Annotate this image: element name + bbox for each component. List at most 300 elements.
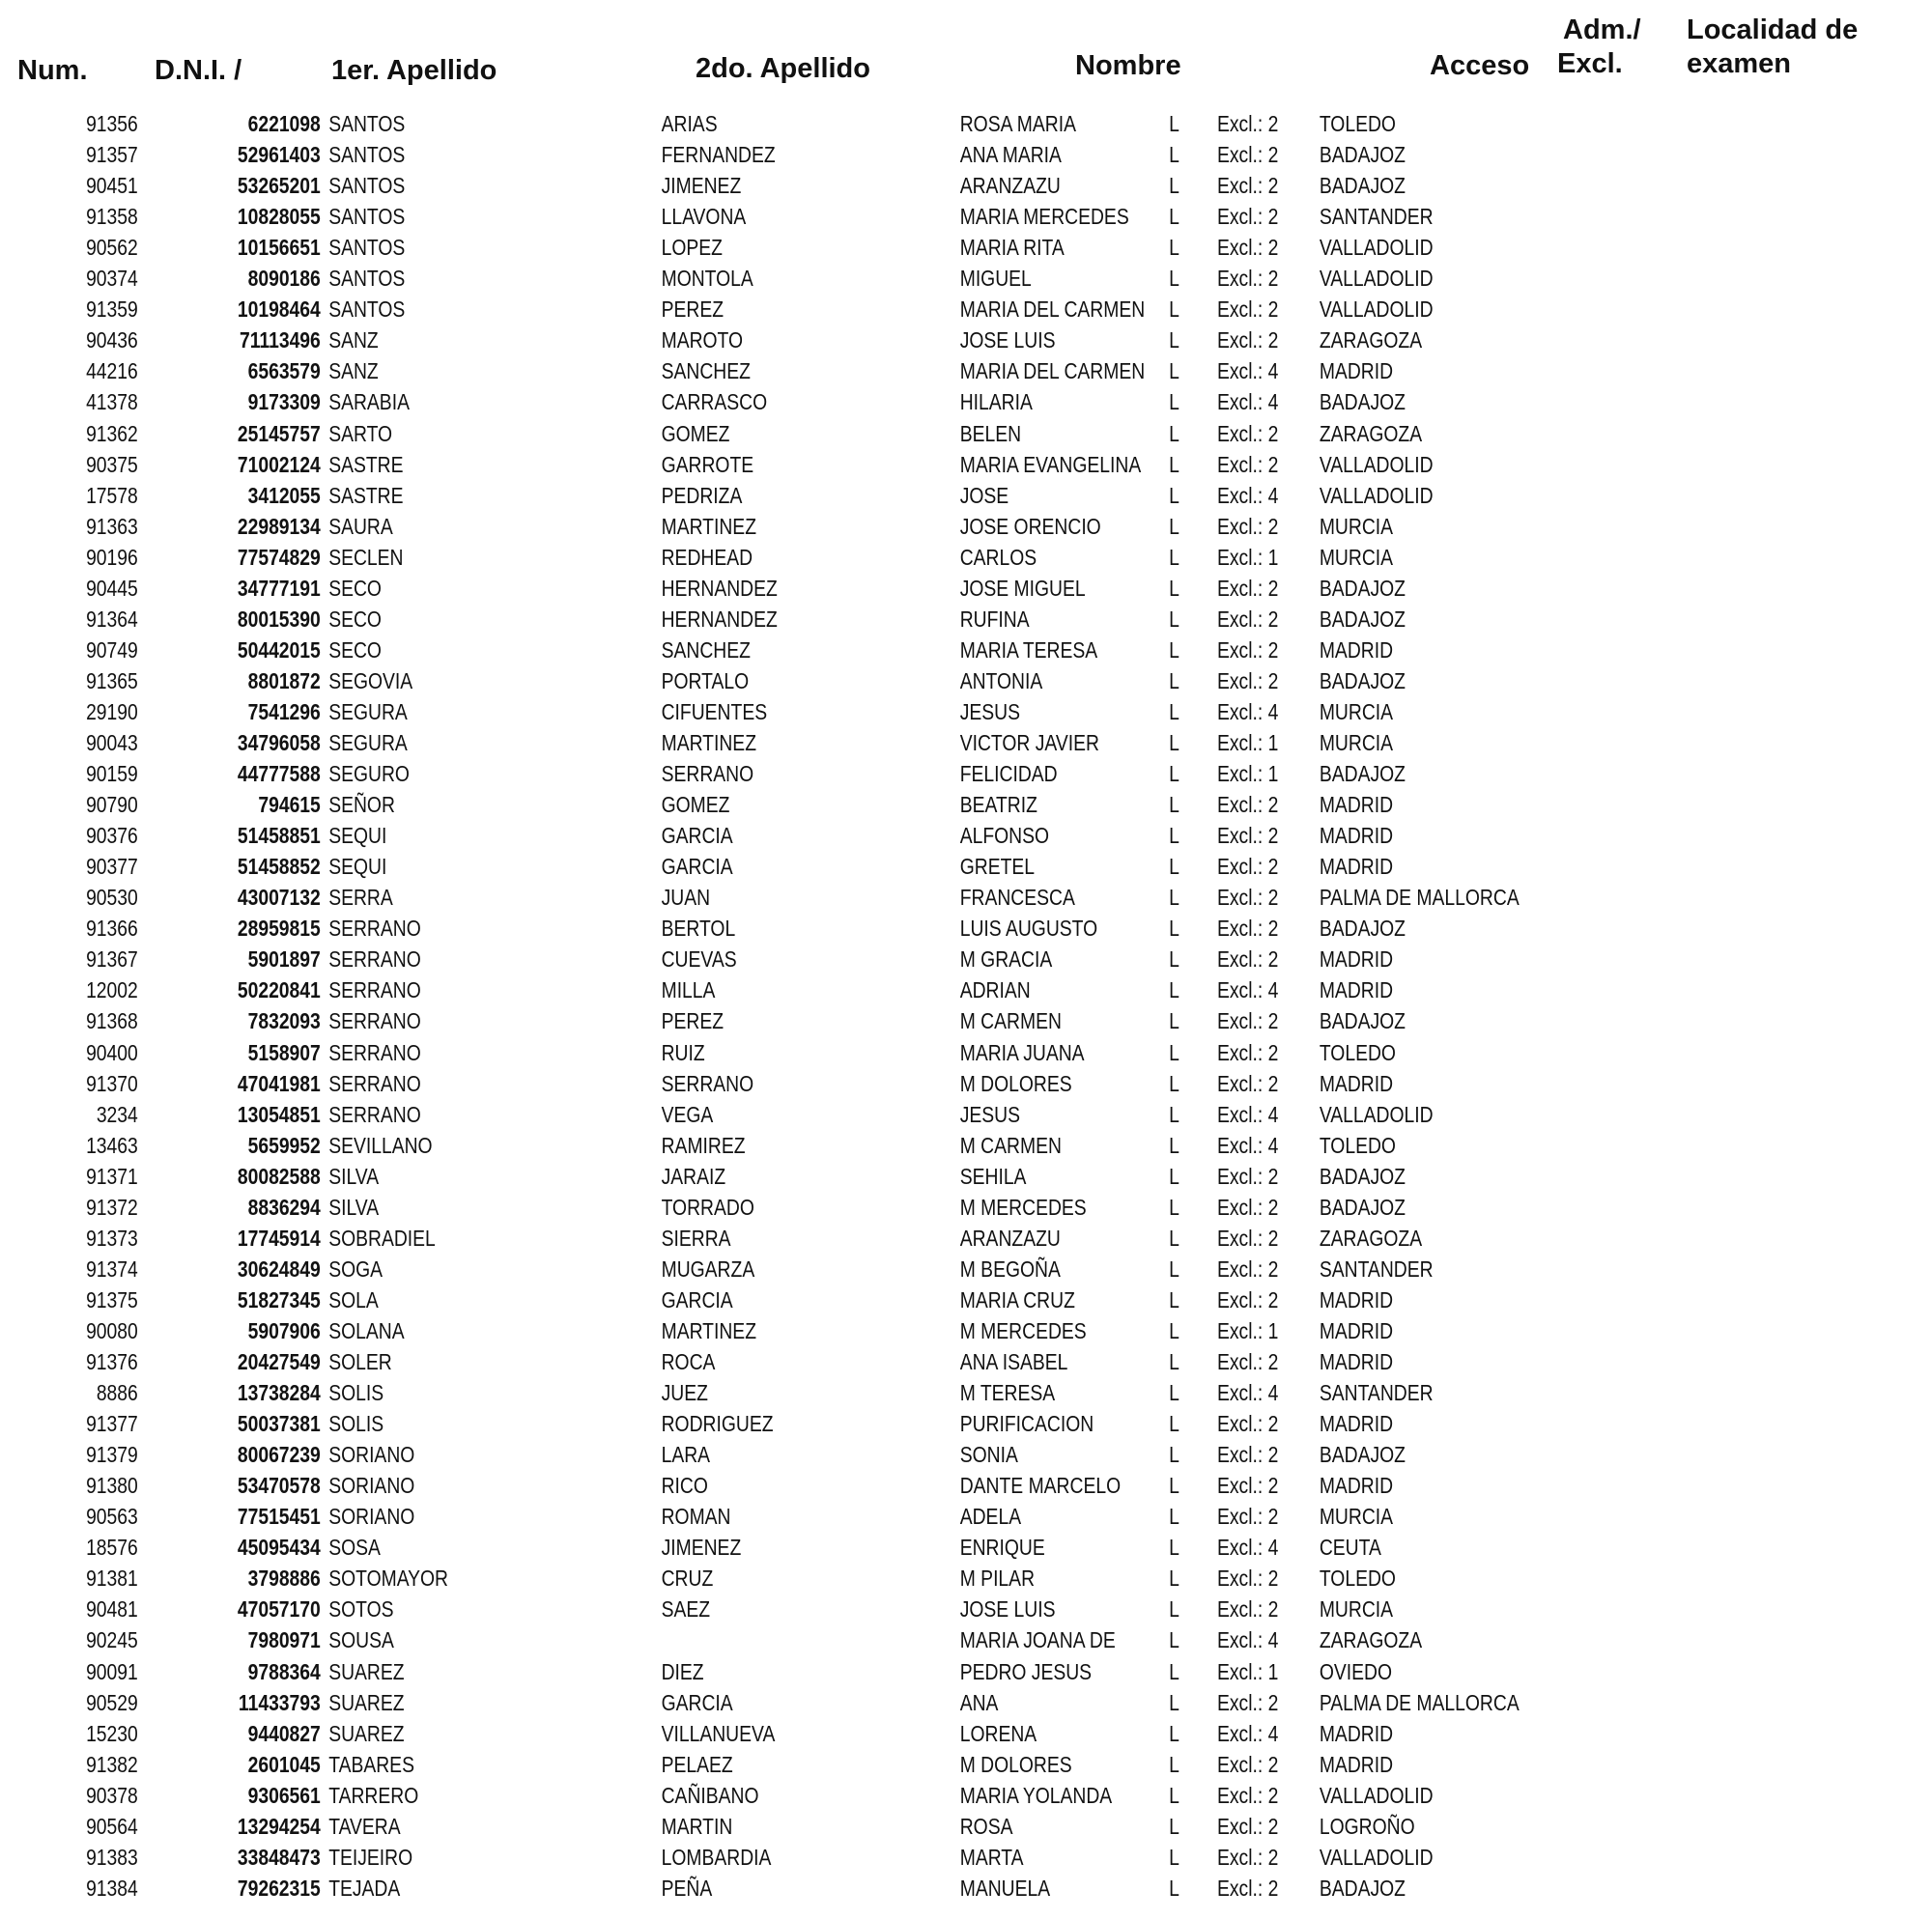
cell-apellido2: GOMEZ: [661, 420, 730, 446]
cell-adm-excl: Excl.: 2: [1217, 420, 1279, 446]
cell-nombre: GRETEL: [959, 854, 1036, 880]
cell-dni: 77515451: [237, 1504, 321, 1530]
cell-num: 90529: [86, 1689, 138, 1715]
cell-nombre: LORENA: [959, 1720, 1037, 1746]
cell-localidad: MADRID: [1319, 1473, 1394, 1499]
cell-localidad: MADRID: [1319, 823, 1394, 849]
table-row: [0, 789, 1623, 820]
cell-dni: 13294254: [237, 1813, 321, 1839]
cell-num: 91377: [86, 1411, 138, 1437]
cell-apellido2: JIMENEZ: [661, 173, 742, 199]
cell-apellido2: PEREZ: [661, 296, 724, 323]
cell-apellido1: SEGURA: [328, 730, 408, 755]
table-row: [0, 542, 1623, 573]
cell-nombre: PEDRO JESUS: [959, 1658, 1093, 1684]
cell-apellido2: BERTOL: [661, 916, 736, 942]
cell-num: 17578: [86, 482, 138, 508]
cell-adm-excl: Excl.: 2: [1217, 327, 1279, 353]
cell-acceso: L: [1169, 1411, 1179, 1437]
header-localidad-line2: examen: [1687, 48, 1792, 79]
cell-nombre: MARIA JOANA DE: [959, 1627, 1116, 1653]
cell-acceso: L: [1169, 1504, 1179, 1530]
cell-acceso: L: [1169, 730, 1179, 755]
cell-adm-excl: Excl.: 4: [1217, 1720, 1279, 1746]
cell-localidad: VALLADOLID: [1319, 482, 1434, 508]
cell-num: 15230: [86, 1720, 138, 1746]
cell-apellido2: HERNANDEZ: [661, 575, 778, 601]
table-row: [0, 1811, 1623, 1842]
cell-num: 90562: [86, 235, 138, 261]
cell-acceso: L: [1169, 389, 1179, 415]
cell-num: 91374: [86, 1256, 138, 1282]
cell-dni: 50442015: [237, 636, 321, 663]
cell-num: 90445: [86, 575, 138, 601]
cell-apellido1: SOTOS: [328, 1596, 394, 1623]
cell-localidad: SANTANDER: [1319, 1380, 1434, 1405]
cell-apellido2: DIEZ: [661, 1658, 704, 1684]
cell-apellido1: SECLEN: [328, 544, 404, 570]
cell-nombre: SONIA: [959, 1442, 1018, 1468]
table-row: [0, 449, 1623, 480]
cell-acceso: L: [1169, 606, 1179, 632]
cell-num: 90091: [86, 1658, 138, 1684]
cell-apellido1: SILVA: [328, 1163, 380, 1189]
table-row: [0, 1718, 1623, 1749]
cell-dni: 13738284: [237, 1380, 321, 1405]
cell-adm-excl: Excl.: 2: [1217, 1596, 1279, 1623]
cell-nombre: HILARIA: [959, 389, 1033, 415]
table-row: [0, 1594, 1623, 1624]
header-acceso: Acceso: [1430, 50, 1530, 81]
cell-apellido2: SIERRA: [661, 1225, 731, 1251]
cell-num: 90481: [86, 1596, 138, 1623]
cell-adm-excl: Excl.: 2: [1217, 606, 1279, 632]
cell-num: 90377: [86, 854, 138, 880]
cell-acceso: L: [1169, 1039, 1179, 1065]
cell-apellido1: TAVERA: [328, 1813, 401, 1839]
cell-apellido1: SEÑOR: [328, 792, 395, 818]
cell-nombre: M GRACIA: [959, 946, 1053, 973]
cell-dni: 3798886: [247, 1566, 321, 1592]
cell-num: 18576: [86, 1535, 138, 1561]
cell-adm-excl: Excl.: 1: [1217, 544, 1279, 570]
cell-apellido1: SILVA: [328, 1194, 380, 1220]
cell-apellido1: TEJADA: [328, 1875, 401, 1901]
cell-dni: 20427549: [237, 1349, 321, 1374]
cell-localidad: BADAJOZ: [1319, 606, 1406, 632]
cell-nombre: BEATRIZ: [959, 792, 1037, 818]
cell-apellido1: SEGURA: [328, 698, 408, 724]
table-row: [0, 1130, 1623, 1161]
cell-localidad: MADRID: [1319, 1751, 1394, 1777]
cell-nombre: M MERCEDES: [959, 1194, 1087, 1220]
cell-apellido2: GARCIA: [661, 1689, 733, 1715]
cell-acceso: L: [1169, 854, 1179, 880]
cell-localidad: MADRID: [1319, 1286, 1394, 1312]
cell-apellido2: MARTIN: [661, 1813, 733, 1839]
cell-apellido1: SECO: [328, 606, 382, 632]
cell-nombre: JOSE: [959, 482, 1009, 508]
cell-localidad: MURCIA: [1319, 544, 1394, 570]
cell-nombre: M DOLORES: [959, 1751, 1072, 1777]
cell-adm-excl: Excl.: 2: [1217, 1225, 1279, 1251]
cell-dni: 9306561: [247, 1782, 321, 1808]
cell-apellido1: SOBRADIEL: [328, 1225, 436, 1251]
cell-num: 91372: [86, 1194, 138, 1220]
cell-nombre: MARIA CRUZ: [959, 1286, 1075, 1312]
cell-adm-excl: Excl.: 2: [1217, 1473, 1279, 1499]
cell-acceso: L: [1169, 575, 1179, 601]
cell-adm-excl: Excl.: 2: [1217, 1782, 1279, 1808]
cell-apellido1: TARRERO: [328, 1782, 419, 1808]
cell-dni: 53265201: [237, 173, 321, 199]
cell-apellido1: SOUSA: [328, 1627, 394, 1653]
cell-adm-excl: Excl.: 2: [1217, 885, 1279, 911]
cell-dni: 9788364: [247, 1658, 321, 1684]
cell-apellido1: SEQUI: [328, 854, 387, 880]
cell-apellido2: ROCA: [661, 1349, 716, 1374]
table-row: [0, 263, 1623, 294]
cell-localidad: OVIEDO: [1319, 1658, 1392, 1684]
cell-adm-excl: Excl.: 2: [1217, 946, 1279, 973]
cell-num: 91375: [86, 1286, 138, 1312]
cell-num: 90564: [86, 1813, 138, 1839]
cell-adm-excl: Excl.: 4: [1217, 977, 1279, 1003]
cell-nombre: ANA: [959, 1689, 999, 1715]
table-row: [0, 665, 1623, 696]
cell-apellido1: SASTRE: [328, 451, 404, 477]
cell-apellido1: SASTRE: [328, 482, 404, 508]
cell-apellido1: SERRANO: [328, 1039, 421, 1065]
cell-acceso: L: [1169, 667, 1179, 693]
cell-localidad: MURCIA: [1319, 698, 1394, 724]
cell-dni: 47041981: [237, 1070, 321, 1096]
cell-nombre: ARANZAZU: [959, 173, 1061, 199]
cell-num: 91357: [86, 142, 138, 168]
cell-dni: 10198464: [237, 296, 321, 323]
cell-apellido2: RUIZ: [661, 1039, 705, 1065]
cell-apellido2: ARIAS: [661, 111, 718, 136]
table-row: [0, 1624, 1623, 1655]
cell-apellido1: SEQUI: [328, 823, 387, 849]
cell-apellido2: GARCIA: [661, 1286, 733, 1312]
table-row: [0, 758, 1623, 789]
cell-apellido1: SOTOMAYOR: [328, 1566, 449, 1592]
cell-nombre: MARIA DEL CARMEN: [959, 358, 1146, 384]
cell-acceso: L: [1169, 451, 1179, 477]
cell-nombre: ADELA: [959, 1504, 1022, 1530]
cell-dni: 7832093: [247, 1008, 321, 1034]
table-row: [0, 170, 1623, 201]
table-row: [0, 294, 1623, 325]
cell-apellido1: SANTOS: [328, 204, 406, 230]
cell-apellido2: ROMAN: [661, 1504, 731, 1530]
cell-apellido2: CRUZ: [661, 1566, 714, 1592]
cell-localidad: MADRID: [1319, 358, 1394, 384]
cell-dni: 9440827: [247, 1720, 321, 1746]
cell-apellido1: SOLIS: [328, 1380, 384, 1405]
cell-adm-excl: Excl.: 4: [1217, 1101, 1279, 1127]
cell-num: 90749: [86, 636, 138, 663]
cell-acceso: L: [1169, 1286, 1179, 1312]
cell-apellido1: SANZ: [328, 327, 379, 353]
cell-nombre: MANUELA: [959, 1875, 1051, 1901]
cell-localidad: SANTANDER: [1319, 1256, 1434, 1282]
cell-acceso: L: [1169, 420, 1179, 446]
cell-dni: 28959815: [237, 916, 321, 942]
cell-dni: 52961403: [237, 142, 321, 168]
cell-acceso: L: [1169, 1317, 1179, 1343]
header-nombre: Nombre: [1075, 50, 1181, 81]
cell-acceso: L: [1169, 1225, 1179, 1251]
cell-localidad: TOLEDO: [1319, 111, 1396, 136]
cell-localidad: MADRID: [1319, 1411, 1394, 1437]
cell-acceso: L: [1169, 1349, 1179, 1374]
cell-adm-excl: Excl.: 2: [1217, 1844, 1279, 1870]
cell-num: 91366: [86, 916, 138, 942]
cell-num: 91358: [86, 204, 138, 230]
cell-apellido2: JARAIZ: [661, 1163, 726, 1189]
cell-adm-excl: Excl.: 2: [1217, 235, 1279, 261]
cell-acceso: L: [1169, 1132, 1179, 1158]
cell-adm-excl: Excl.: 2: [1217, 1349, 1279, 1374]
cell-apellido2: REDHEAD: [661, 544, 753, 570]
cell-localidad: MADRID: [1319, 792, 1394, 818]
cell-nombre: JOSE MIGUEL: [959, 575, 1086, 601]
cell-localidad: ZARAGOZA: [1319, 327, 1423, 353]
cell-apellido1: SUAREZ: [328, 1658, 405, 1684]
cell-num: 91376: [86, 1349, 138, 1374]
cell-acceso: L: [1169, 916, 1179, 942]
cell-localidad: MADRID: [1319, 946, 1394, 973]
cell-apellido2: VEGA: [661, 1101, 714, 1127]
cell-acceso: L: [1169, 1163, 1179, 1189]
cell-adm-excl: Excl.: 2: [1217, 1751, 1279, 1777]
cell-acceso: L: [1169, 1380, 1179, 1405]
cell-num: 91373: [86, 1225, 138, 1251]
cell-num: 91384: [86, 1875, 138, 1901]
cell-apellido2: MUGARZA: [661, 1256, 755, 1282]
cell-apellido2: RODRIGUEZ: [661, 1411, 774, 1437]
cell-nombre: MARIA TERESA: [959, 636, 1098, 663]
cell-dni: 51827345: [237, 1286, 321, 1312]
cell-localidad: BADAJOZ: [1319, 389, 1406, 415]
cell-num: 91364: [86, 606, 138, 632]
cell-apellido1: SOLANA: [328, 1317, 405, 1343]
cell-acceso: L: [1169, 698, 1179, 724]
cell-adm-excl: Excl.: 2: [1217, 1504, 1279, 1530]
cell-num: 13463: [86, 1132, 138, 1158]
cell-localidad: MADRID: [1319, 1720, 1394, 1746]
table-row: [0, 1501, 1623, 1532]
cell-localidad: MADRID: [1319, 1317, 1394, 1343]
cell-adm-excl: Excl.: 2: [1217, 266, 1279, 292]
header-apellido2: 2do. Apellido: [696, 53, 870, 84]
table-row: [0, 1470, 1623, 1501]
cell-adm-excl: Excl.: 2: [1217, 792, 1279, 818]
cell-acceso: L: [1169, 1627, 1179, 1653]
cell-dni: 50220841: [237, 977, 321, 1003]
cell-apellido1: SORIANO: [328, 1504, 415, 1530]
cell-adm-excl: Excl.: 2: [1217, 111, 1279, 136]
table-row: [0, 1284, 1623, 1315]
cell-dni: 17745914: [237, 1225, 321, 1251]
cell-adm-excl: Excl.: 2: [1217, 854, 1279, 880]
cell-num: 91379: [86, 1442, 138, 1468]
table-row: [0, 851, 1623, 882]
table-row: [0, 1315, 1623, 1346]
cell-nombre: ARANZAZU: [959, 1225, 1061, 1251]
cell-adm-excl: Excl.: 2: [1217, 1256, 1279, 1282]
cell-dni: 25145757: [237, 420, 321, 446]
cell-localidad: VALLADOLID: [1319, 296, 1434, 323]
cell-dni: 9173309: [247, 389, 321, 415]
cell-adm-excl: Excl.: 1: [1217, 730, 1279, 755]
cell-acceso: L: [1169, 1720, 1179, 1746]
table-row: [0, 573, 1623, 604]
cell-dni: 10156651: [237, 235, 321, 261]
cell-apellido1: SAURA: [328, 513, 393, 539]
cell-acceso: L: [1169, 1194, 1179, 1220]
cell-apellido2: LLAVONA: [661, 204, 747, 230]
cell-dni: 71113496: [239, 327, 321, 353]
cell-apellido2: VILLANUEVA: [661, 1720, 776, 1746]
cell-num: 12002: [86, 977, 138, 1003]
cell-nombre: M PILAR: [959, 1566, 1036, 1592]
table-row: [0, 1377, 1623, 1408]
table-row: [0, 696, 1623, 727]
cell-apellido2: FERNANDEZ: [661, 142, 776, 168]
table-row: [0, 418, 1623, 449]
cell-acceso: L: [1169, 946, 1179, 973]
table-row: [0, 1254, 1623, 1284]
table-row: [0, 1161, 1623, 1192]
cell-apellido2: PEREZ: [661, 1008, 724, 1034]
cell-num: 91365: [86, 667, 138, 693]
cell-localidad: TOLEDO: [1319, 1039, 1396, 1065]
cell-num: 41378: [86, 389, 138, 415]
cell-nombre: M TERESA: [959, 1380, 1056, 1405]
cell-adm-excl: Excl.: 2: [1217, 1411, 1279, 1437]
cell-apellido2: LARA: [661, 1442, 711, 1468]
table-row: [0, 1408, 1623, 1439]
cell-localidad: BADAJOZ: [1319, 1008, 1406, 1034]
table-row: [0, 1346, 1623, 1377]
cell-acceso: L: [1169, 1256, 1179, 1282]
cell-apellido1: SANTOS: [328, 266, 406, 292]
cell-nombre: VICTOR JAVIER: [959, 730, 1099, 755]
cell-nombre: JOSE LUIS: [959, 1596, 1056, 1623]
cell-nombre: LUIS AUGUSTO: [959, 916, 1098, 942]
cell-dni: 80082588: [237, 1163, 321, 1189]
cell-apellido1: SOLA: [328, 1286, 379, 1312]
table-row: [0, 108, 1623, 139]
table-row: [0, 1192, 1623, 1223]
cell-apellido2: PORTALO: [661, 667, 750, 693]
cell-nombre: ROSA MARIA: [959, 111, 1076, 136]
cell-acceso: L: [1169, 885, 1179, 911]
cell-adm-excl: Excl.: 4: [1217, 482, 1279, 508]
cell-localidad: BADAJOZ: [1319, 1163, 1406, 1189]
cell-dni: 5901897: [247, 946, 321, 973]
cell-apellido2: JUEZ: [661, 1380, 708, 1405]
cell-adm-excl: Excl.: 4: [1217, 358, 1279, 384]
cell-dni: 30624849: [237, 1256, 321, 1282]
cell-adm-excl: Excl.: 2: [1217, 1689, 1279, 1715]
cell-localidad: BADAJOZ: [1319, 142, 1406, 168]
table-row: [0, 386, 1623, 417]
table-row: [0, 974, 1623, 1005]
cell-num: 8886: [96, 1380, 138, 1405]
cell-dni: 47057170: [237, 1596, 321, 1623]
cell-apellido2: PEÑA: [661, 1875, 713, 1901]
cell-acceso: L: [1169, 173, 1179, 199]
cell-acceso: L: [1169, 111, 1179, 136]
cell-num: 91362: [86, 420, 138, 446]
cell-localidad: TOLEDO: [1319, 1566, 1396, 1592]
cell-adm-excl: Excl.: 2: [1217, 1194, 1279, 1220]
cell-localidad: PALMA DE MALLORCA: [1319, 885, 1520, 911]
cell-localidad: BADAJOZ: [1319, 1875, 1406, 1901]
cell-dni: 34777191: [237, 575, 321, 601]
cell-dni: 22989134: [237, 513, 321, 539]
cell-apellido1: SUAREZ: [328, 1689, 405, 1715]
header-apellido1: 1er. Apellido: [331, 55, 497, 86]
cell-localidad: BADAJOZ: [1319, 173, 1406, 199]
cell-nombre: MIGUEL: [959, 266, 1032, 292]
cell-num: 90451: [86, 173, 138, 199]
cell-acceso: L: [1169, 636, 1179, 663]
cell-localidad: VALLADOLID: [1319, 1101, 1434, 1127]
cell-num: 90378: [86, 1782, 138, 1808]
cell-nombre: JESUS: [959, 1101, 1020, 1127]
table-row: [0, 511, 1623, 542]
cell-localidad: MADRID: [1319, 1349, 1394, 1374]
cell-adm-excl: Excl.: 2: [1217, 823, 1279, 849]
cell-apellido2: CAÑIBANO: [661, 1782, 759, 1808]
cell-nombre: M CARMEN: [959, 1008, 1062, 1034]
table-row: [0, 355, 1623, 386]
cell-acceso: L: [1169, 358, 1179, 384]
cell-apellido2: JIMENEZ: [661, 1535, 742, 1561]
cell-localidad: BADAJOZ: [1319, 1442, 1406, 1468]
cell-dni: 51458852: [237, 854, 321, 880]
cell-localidad: MURCIA: [1319, 730, 1394, 755]
header-adm-line2: Excl.: [1557, 48, 1623, 79]
cell-localidad: TOLEDO: [1319, 1132, 1396, 1158]
cell-num: 91363: [86, 513, 138, 539]
cell-adm-excl: Excl.: 4: [1217, 1627, 1279, 1653]
table-row: [0, 480, 1623, 511]
cell-num: 90436: [86, 327, 138, 353]
header-adm-line1: Adm./: [1563, 14, 1641, 45]
table-row: [0, 913, 1623, 944]
cell-acceso: L: [1169, 1008, 1179, 1034]
cell-dni: 8801872: [247, 667, 321, 693]
cell-adm-excl: Excl.: 2: [1217, 916, 1279, 942]
cell-apellido1: SERRANO: [328, 977, 421, 1003]
cell-num: 90374: [86, 266, 138, 292]
cell-localidad: MURCIA: [1319, 1596, 1394, 1623]
cell-apellido1: TEIJEIRO: [328, 1844, 413, 1870]
cell-adm-excl: Excl.: 4: [1217, 698, 1279, 724]
cell-apellido1: TABARES: [328, 1751, 414, 1777]
cell-adm-excl: Excl.: 2: [1217, 636, 1279, 663]
cell-num: 90245: [86, 1627, 138, 1653]
cell-nombre: MARIA JUANA: [959, 1039, 1085, 1065]
table-row: [0, 635, 1623, 665]
cell-nombre: JOSE LUIS: [959, 327, 1056, 353]
